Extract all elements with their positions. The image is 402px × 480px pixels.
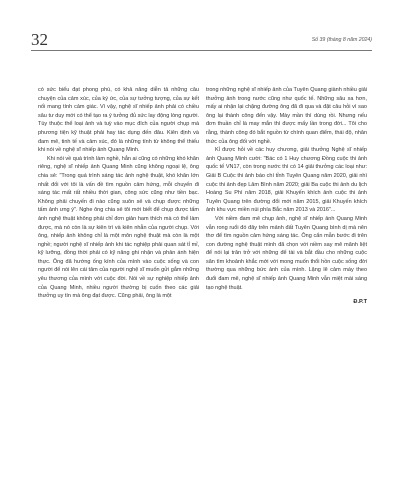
right-paragraph-2: Kỉ được hỏi về các huy chương, giải thưởng Nghệ sĩ nhiếp ảnh Quang Minh cười: "Bác có 1 Huy chương Đồng cuộc thi ảnh quốc tế VN17, còn trong nước thì có 14 giải thưởng các loại như: Giải B Cuộc thi ảnh báo chí tỉnh Tuyên Quang năm 2020, giải nhì cuộc thi ảnh đẹp Lâm Bình năm 2020; giải Ba cuộc thi ảnh du lịch Hoàng Su Phì năm 2018, giải Khuyến khích ảnh cuộc thi ảnh Tuyên Quang trên đường đổi mới năm 2015, giải Khuyến khích ảnh khu vực miền núi phía Bắc năm 2013 và 2016"... bbox=[206, 147, 367, 214]
issue-label: Số 39 (tháng 8 năm 2024) bbox=[311, 37, 372, 43]
left-paragraph-2: Khi nói về quá trình làm nghề, hẳn ai cũng có những khó khăn riêng, nghệ sĩ nhiếp ảnh Quang Minh cũng không ngoại lệ, ông chia sẻ: "Trong quá trình sáng tác ảnh nghệ thuật, khó khăn lớn nhất đối với tôi là vấn đề tìm nguồn cảm hứng, mỗi chuyến đi sáng tác mất rất nhiều thời gian, công sức cũng như tiền bạc. Không phải chuyến đi nào cũng suôn sẻ và chụp được những tấm ảnh ưng ý". Nghe ông chia sẻ tôi mới biết để chụp được tấm ảnh nghệ thuật không phải chỉ đơn giản ham thích mà có thể làm được, mà nó còn là sự kiên trì và kiên nhẫn của người chụp. Với ông, nhiếp ảnh không chỉ là một môn nghệ thuật mà còn là một nghề; người nghệ sĩ nhiếp ảnh khi tác nghiệp phải quan sát tỉ mỉ, kỹ lưỡng, đồng thời phải có kỹ năng ghi nhận và phản ánh hiện thực. Ông đã hướng ống kính của mình vào cuộc sống và con người để nói lên cái tâm của người nghệ sĩ muốn gửi gắm những yêu thương của mình với cuộc đời. Nói về sự nghiệp nhiếp ảnh của Quang Minh, nhiều người thường bị cuốn theo các giải thưởng uy tín mà ông đạt được. Cũng phải, ông là một bbox=[38, 155, 199, 300]
left-paragraph-1: có sức biểu đạt phong phú, có khả năng diễn tả những câu chuyện của cảm xúc, của ký ức, của sự tưởng tượng, của sự kết nối mang tính cảm giác. Vì vậy, nghệ sĩ nhiếp ảnh phải có chiều sâu tư duy mới có thể tạo ra ý tưởng đủ sức lay động lòng người. Tùy thuộc thể loại ảnh và tuỳ vào mục đích của người chụp mà phương tiện kỹ thuật phải hay tác dụng đến đâu. Kiên định và đam mê, tinh tế và cảm xúc, đó là những tính từ không thể thiếu khi nói về nghệ sĩ nhiếp ảnh Quang Minh. bbox=[38, 87, 199, 154]
right-column bbox=[206, 86, 367, 307]
right-paragraph-3: Với niềm đam mê chụp ảnh, nghệ sĩ nhiếp ảnh Quang Minh vẫn rong ruổi đó đây trên mảnh đất Tuyên Quang bình dị mà nên thơ để tìm nguồn cảm hứng sáng tác. Ông cẩn mẫn bước đi trên con đường nghệ thuật mình đã chọn với niềm say mê mãnh liệt để nói lại trăn trở với những để tài và bắt đầu cho những cuộc săn tìm khoảnh khắc mới với mong muốn thổi hồn cuộc sống đời thường qua những bức ảnh của mình. Lặng lẽ cảm máy theo đuổi đam mê, nghệ sĩ nhiếp ảnh Quang Minh vẫn miệt mài sáng tạo nghệ thuật. bbox=[206, 215, 367, 291]
page-number: 32 bbox=[31, 30, 48, 49]
header-divider bbox=[31, 50, 372, 51]
left-column bbox=[38, 86, 199, 301]
author-signature: Đ.P.T bbox=[353, 299, 367, 306]
right-paragraph-1: trong những nghệ sĩ nhiếp ảnh của Tuyên Quang giành nhiều giải thưởng ảnh trong nước cũng như quốc tế. Những sâu xa hơn, mấy ai nhận lại chặng đường ông đã đi qua và đặt câu hỏi vì sao ông lại thành công đến vậy. Mày mần thì dùng rồi. Nhưng nếu đơn thuần chỉ là may mắn thì được mấy lần trong đời... Tôi cho rằng, thành công đó bắt nguồn từ chính quan điểm, thái độ, nhân thức của ông đối với nghề. bbox=[206, 87, 367, 145]
